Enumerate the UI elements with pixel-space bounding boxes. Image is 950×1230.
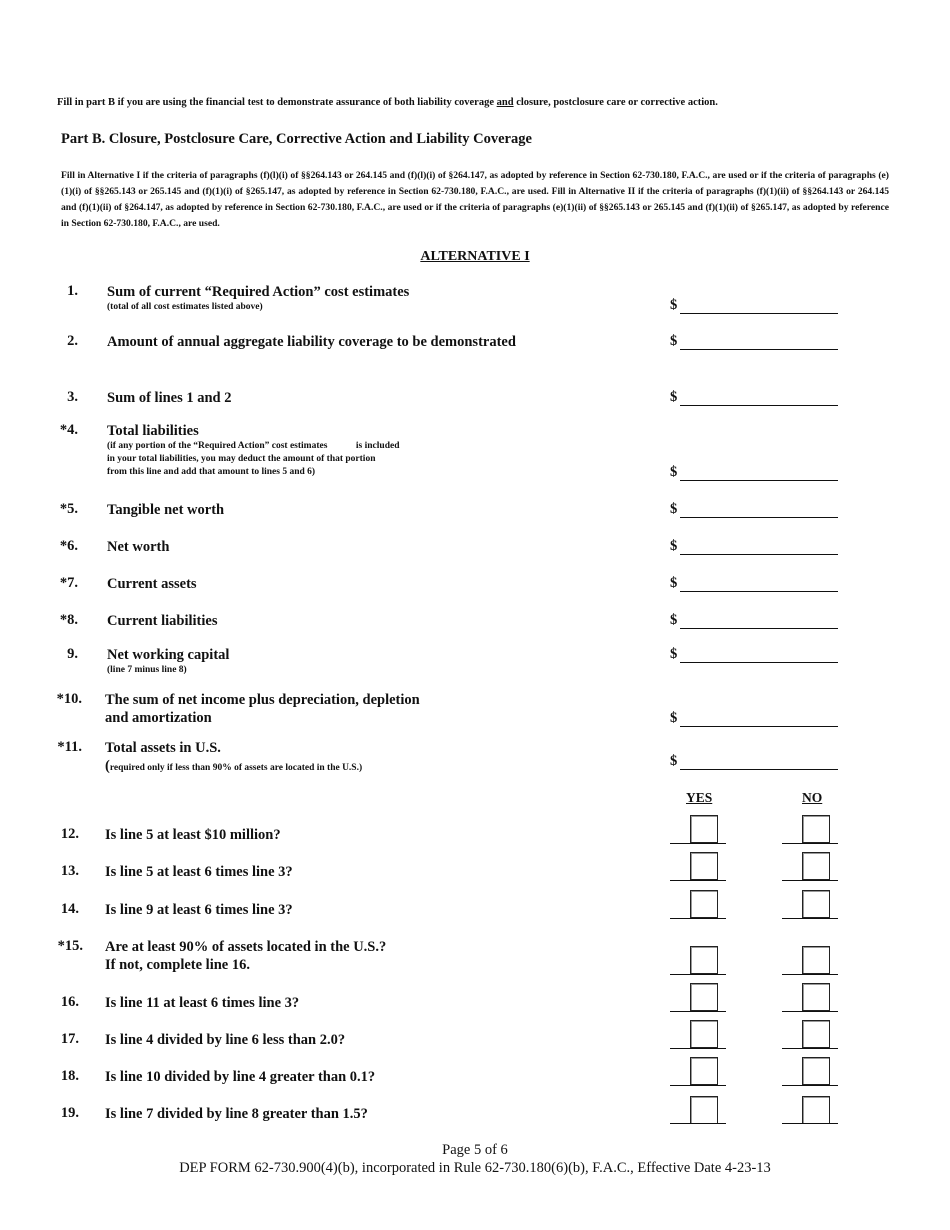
line-number: 13. <box>60 863 79 879</box>
no-checkbox-underline <box>782 1085 838 1086</box>
part-title: Part B. Closure, Postclosure Care, Corrective Action and Liability Coverage <box>61 131 532 147</box>
amount-field-line-11[interactable] <box>680 769 838 770</box>
yes-checkbox-underline <box>670 1011 726 1012</box>
line-number: 18. <box>60 1068 79 1084</box>
alternative-title: ALTERNATIVE I <box>420 249 530 264</box>
amount-field-line-9[interactable] <box>680 662 838 663</box>
no-checkbox[interactable] <box>802 890 830 918</box>
line-number: 14. <box>60 901 79 917</box>
yes-checkbox[interactable] <box>690 946 718 974</box>
yes-checkbox-underline <box>670 918 726 919</box>
line-number: *10. <box>56 691 82 707</box>
amount-field-line-2[interactable] <box>680 349 838 350</box>
yes-checkbox[interactable] <box>690 890 718 918</box>
amount-field-line-6[interactable] <box>680 554 838 555</box>
yes-checkbox-underline <box>670 1048 726 1049</box>
amount-field-line-7[interactable] <box>680 591 838 592</box>
line-number: 2. <box>67 333 78 349</box>
amount-field-line-5[interactable] <box>680 517 838 518</box>
line-sublabel: (if any portion of the “Required Action” cost estimates is included <box>107 441 400 451</box>
no-checkbox-underline <box>782 1123 838 1124</box>
dollar-sign: $ <box>670 710 678 726</box>
no-checkbox-underline <box>782 880 838 881</box>
line-label <box>107 283 409 314</box>
line-sublabel: from this line and add that amount to lines 5 and 6) <box>107 467 316 477</box>
yes-checkbox[interactable] <box>690 852 718 880</box>
no-checkbox[interactable] <box>802 1020 830 1048</box>
line-number: 19. <box>60 1105 79 1121</box>
line-label-text-2: and amortization <box>105 710 212 726</box>
line-label <box>107 646 229 677</box>
question-label: Is line 5 at least 6 times line 3? <box>105 864 293 880</box>
no-checkbox[interactable] <box>802 815 830 843</box>
line-label <box>105 691 420 727</box>
line-label-text: Total liabilities <box>107 423 199 439</box>
line-number: 1. <box>67 283 78 299</box>
dollar-sign: $ <box>670 753 678 769</box>
yes-checkbox[interactable] <box>690 815 718 843</box>
intro-underlined: and <box>496 97 514 108</box>
no-checkbox-underline <box>782 1048 838 1049</box>
dollar-sign: $ <box>670 333 678 349</box>
intro-after: closure, postclosure care or corrective action. <box>513 97 718 108</box>
yes-checkbox[interactable] <box>690 983 718 1011</box>
line-number: *4. <box>59 422 78 438</box>
line-label-text: Total assets in U.S. <box>105 740 221 756</box>
line-label <box>105 739 362 777</box>
yes-column-header: YES <box>686 790 713 805</box>
question-label <box>105 938 386 974</box>
line-label <box>107 422 399 479</box>
line-sublabel: required only if less than 90% of assets are located in the U.S.) <box>109 763 363 773</box>
question-label: Is line 7 divided by line 8 greater than 1.5? <box>105 1106 368 1122</box>
yes-checkbox[interactable] <box>690 1057 718 1085</box>
line-label: Current liabilities <box>107 613 218 629</box>
question-label-text: Are at least 90% of assets located in the U.S.? <box>105 939 387 955</box>
line-label: Current assets <box>107 576 197 592</box>
line-sublabel: in your total liabilities, you may deduct the amount of that portion <box>107 454 376 464</box>
no-column-header: NO <box>802 790 823 805</box>
page-number: Page 5 of 6 <box>442 1142 508 1158</box>
amount-field-line-3[interactable] <box>680 405 838 406</box>
line-number: *8. <box>59 612 78 628</box>
no-checkbox-underline <box>782 843 838 844</box>
intro-text <box>57 97 907 108</box>
question-label-text-2: If not, complete line 16. <box>105 957 250 973</box>
instructions: Fill in Alternative I if the criteria of paragraphs (f)(l)(i) of §§264.143 or 264.145 and (f)(l)(i) of §264.147, as adopted by reference in Section 62-730.180, F.A.C., are used or if the criteria of paragraphs (e)(1)(i) of §§265.143 or 265.145 and (f)(1)(i) of §265.147, as adopted by reference in Section 62-730.180, F.A.C., are used. Fill in Alternative II if the criteria of paragraphs (f)(1)(ii) of §§264.143 or 264.145 and (f)(1)(ii) of §264.147, as adopted by reference in Section 62-730.180, F.A.C., are used or if the criteria of paragraphs (e)(1)(ii) of §§265.143 or 265.145 and (f)(1)(ii) of §265.147, as adopted by reference in Section 62-730.180, F.A.C., are used. <box>61 170 889 229</box>
yes-checkbox[interactable] <box>690 1020 718 1048</box>
dollar-sign: $ <box>670 538 678 554</box>
line-label: Sum of lines 1 and 2 <box>107 390 232 406</box>
no-checkbox-underline <box>782 1011 838 1012</box>
dollar-sign: $ <box>670 389 678 405</box>
line-number: 12. <box>60 826 79 842</box>
amount-field-line-8[interactable] <box>680 628 838 629</box>
no-checkbox[interactable] <box>802 1057 830 1085</box>
no-checkbox[interactable] <box>802 946 830 974</box>
line-number: *5. <box>59 501 78 517</box>
no-checkbox[interactable] <box>802 983 830 1011</box>
line-label: Tangible net worth <box>107 502 225 518</box>
yes-checkbox-underline <box>670 1123 726 1124</box>
line-number: 9. <box>67 646 78 662</box>
question-label: Is line 9 at least 6 times line 3? <box>105 902 293 918</box>
line-number: 3. <box>67 389 78 405</box>
yes-checkbox-underline <box>670 974 726 975</box>
line-label: Net worth <box>107 539 170 555</box>
no-checkbox[interactable] <box>802 1096 830 1124</box>
form-citation: DEP FORM 62-730.900(4)(b), incorporated in Rule 62-730.180(6)(b), F.A.C., Effective Date 4-23-13 <box>179 1160 771 1176</box>
line-number: *11. <box>57 739 82 755</box>
line-sublabel-prefix: ( <box>105 758 110 774</box>
question-label: Is line 11 at least 6 times line 3? <box>105 995 300 1011</box>
dollar-sign: $ <box>670 501 678 517</box>
yes-checkbox[interactable] <box>690 1096 718 1124</box>
line-label-text: Sum of current “Required Action” cost estimates <box>107 284 410 300</box>
dollar-sign: $ <box>670 612 678 628</box>
line-number: 17. <box>60 1031 79 1047</box>
line-number: *15. <box>57 938 83 954</box>
no-checkbox[interactable] <box>802 852 830 880</box>
line-number: 16. <box>60 994 79 1010</box>
yes-checkbox-underline <box>670 843 726 844</box>
amount-field-line-10[interactable] <box>680 726 838 727</box>
amount-field-line-4[interactable] <box>680 480 838 481</box>
yes-checkbox-underline <box>670 1085 726 1086</box>
line-sublabel: (line 7 minus line 8) <box>107 665 187 675</box>
question-label: Is line 10 divided by line 4 greater than 0.1? <box>105 1069 376 1085</box>
line-label-text: The sum of net income plus depreciation, depletion <box>105 692 420 708</box>
dollar-sign: $ <box>670 464 678 480</box>
dollar-sign: $ <box>670 575 678 591</box>
dollar-sign: $ <box>670 297 678 313</box>
no-checkbox-underline <box>782 974 838 975</box>
line-label: Amount of annual aggregate liability coverage to be demonstrated <box>107 334 516 350</box>
intro-before: Fill in part B if you are using the financial test to demonstrate assurance of both liability coverage <box>57 97 497 108</box>
line-number: *7. <box>59 575 78 591</box>
question-label: Is line 4 divided by line 6 less than 2.0? <box>105 1032 346 1048</box>
line-number: *6. <box>59 538 78 554</box>
line-label-text: Net working capital <box>107 647 230 663</box>
no-checkbox-underline <box>782 918 838 919</box>
question-label: Is line 5 at least $10 million? <box>105 827 281 843</box>
dollar-sign: $ <box>670 646 678 662</box>
yes-checkbox-underline <box>670 880 726 881</box>
amount-field-line-1[interactable] <box>680 313 838 314</box>
line-sublabel: (total of all cost estimates listed above) <box>107 302 263 312</box>
